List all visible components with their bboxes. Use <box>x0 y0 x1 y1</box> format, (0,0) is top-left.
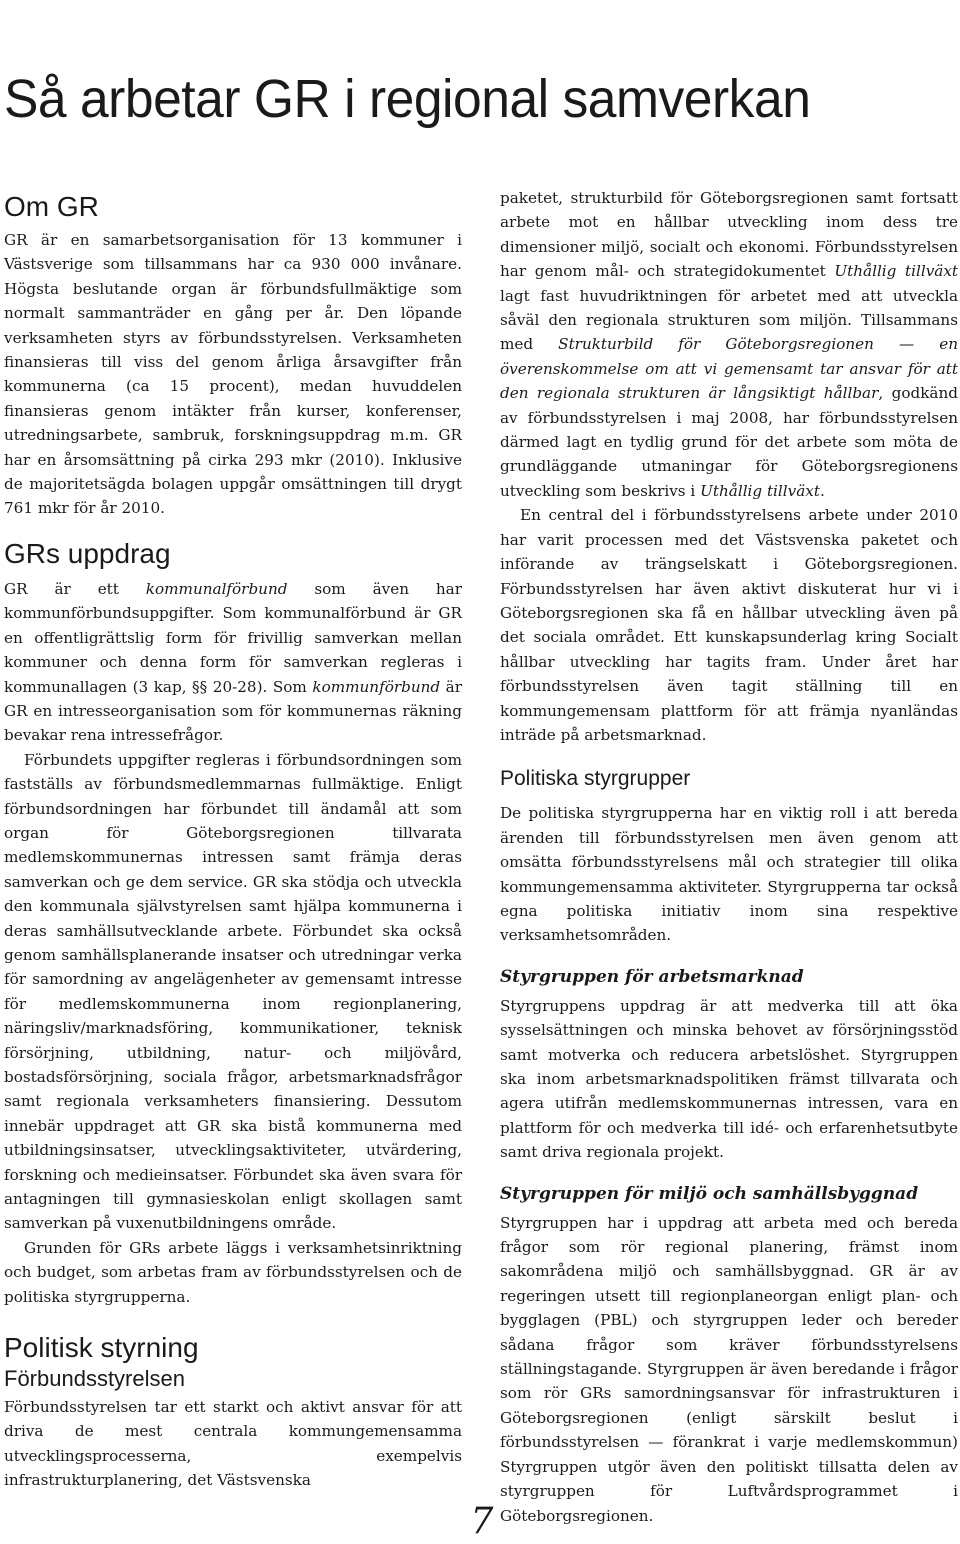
right-column <box>500 186 958 1528</box>
paragraph-uppdrag-3: Grunden för GRs arbete läggs i verksamhetsinriktning och budget, som arbetas fram av förbundsstyrelsen och de politiska styrgrupperna. <box>4 1238 462 1306</box>
paragraph-om-gr: GR är en samarbetsorganisation för 13 kommuner i Västsverige som tillsammans har ca 930 000 invånare. Högsta beslutande organ är förbundsfullmäktige som normalt sammanträder en gång per år. Den löpande verksamheten styrs av förbundsstyrelsen. Verksamheten finansieras till viss del genom årliga årsavgifter från kommunerna (ca 15 procent), medan huvuddelen finansieras genom intäkter från kurser, konferenser, utredningsarbete, sambruk, forskningsuppdrag m.m. GR har en årsomsättning på cirka 293 mkr (2010). Inklusive de majoritetsägda bolagen uppgår omsättningen till drygt 761 mkr för år 2010. <box>4 231 462 518</box>
page-title: Så arbetar GR i regional samverkan <box>4 69 811 129</box>
paragraph-styrgrupper: De politiska styrgrupperna har en viktig roll i att bereda ärenden till förbundsstyrelsen men även genom att omsätta förbundsstyrelsens mål och strategier till olika kommungemensamma aktiviteter. Styrgrupperna tar också egna politiska initiativ inom sina respektive verksamhetsområden. <box>500 804 958 945</box>
left-column <box>4 186 462 1493</box>
paragraph-right-1: paketet, strukturbild för Göteborgsregionen samt fortsatt arbete mot en hållbar utveckling inom dess tre dimensioner miljö, socialt och ekonomi. Förbundsstyrelsen har genom mål- och strategidokumentet Uthållig tillväxt lagt fast huvudriktningen för arbetet med att utveckla såväl den regionala strukturen som miljön. Tillsammans med Strukturbild för Göteborgsregionen — en överenskommelse om att vi gemensamt tar ansvar för att den regionala strukturen är långsiktigt hållbar, godkänd av förbundsstyrelsen i maj 2008, har förbundsstyrelsen därmed lagt en tydlig grund för det arbete som möta de grundläggande utmaningar för Göteborgsregionens utveckling som beskrivs i Uthållig tillväxt. <box>500 189 959 500</box>
heading-grs-uppdrag: GRs uppdrag <box>4 537 171 569</box>
paragraph-uppdrag-2: Förbundets uppgifter regleras i förbundsordningen som fastställs av förbundsmedlemmarnas fullmäktige. Enligt förbundsordningen har förbundet till ändamål att som organ för Göteborgsregionen tillvarata medlemskommunernas intressen samt främja deras samverkan och ge dem service. GR ska stödja och utveckla den kommunala självstyrelsen samt hjälpa kommunerna i deras samhällsutvecklande arbete. Förbundet ska också genom samhällsplanerande insatser och utredningar verka för samordning av angelägenheter av gemensamt intresse för medlemskommunerna inom regionplanering, näringsliv/marknadsföring, kommunikationer, teknisk försörjning, utbildning, natur- och miljövård, bostadsförsörjning, sociala frågor, arbetsmarknadsfrågor samt regionala verksamheters finansiering. Dessutom innebär uppdraget att GR ska bistå kommunerna med utbildningsinsatser, utvecklingsaktiviteter, utvärdering, forskning och medieinsatser. Förbundet ska även svara för antagningen till gymnasieskolan enligt skollagen samt samverkan på vuxenutbildningens område. <box>4 750 462 1233</box>
paragraph-arbetsmarknad: Styrgruppens uppdrag är att medverka till att öka sysselsättningen och minska behovet av försörjningsstöd samt motverka och reducera arbetslöshet. Styrgruppen ska inom arbetsmarknadspolitiken främst tillvarata och agera utifrån medlemskommunernas intressen, vara en plattform för och medverka till idé- och erfarenhetsutbyte samt driva regionala projekt. <box>500 996 958 1162</box>
paragraph-right-2: En central del i förbundsstyrelsens arbete under 2010 har varit processen med det Västsvenska paketet och införande av trängselskatt i Göteborgsregionen. Förbundsstyrelsen har även aktivt diskuterat hur vi i Göteborgsregionen ska få en hållbar utveckling även på det sociala området. Ett kunskapsunderlag kring Socialt hållbar utveckling har tagits fram. Under året har förbundsstyrelsen även tagit ställning till en kommungemensam plattform för att främja nyanländas inträde på arbetsmarknad. <box>500 506 958 744</box>
heading-om-gr: Om GR <box>4 191 99 222</box>
heading-styrgruppen-miljo: Styrgruppen för miljö och samhällsbyggnad <box>500 1183 919 1204</box>
heading-styrgruppen-arbetsmarknad: Styrgruppen för arbetsmarknad <box>500 966 804 987</box>
paragraph-uppdrag-1: GR är ett kommunalförbund som även har kommunförbundsuppgifter. Som kommunalförbund är GR en offentligrättslig form för frivillig samverkan mellan kommuner och denna form för samverkan regleras i kommunallagen (3 kap, §§ 20-28). Som kommunförbund är GR en intresseorganisation som för kommunernas räkning bevakar rena intressefrågor. <box>4 579 463 745</box>
paragraph-miljo: Styrgruppen har i uppdrag att arbeta med och bereda frågor som rör regional planering, främst inom sakområdena miljö och samhällsbyggnad. GR är av regeringen utsett till regionplaneorgan enligt plan- och bygglagen (PBL) och styrgruppen leder och bereder sådana frågor som kräver förbundsstyrelsens ställningstagande. Styrgruppen är även beredande i frågor som rör GRs samordningsansvar för infrastrukturen i Göteborgsregionen (enligt särskilt beslut i förbundsstyrelsen — förankrat i varje medlemskommun) Styrgruppen utgör även den politiskt tillsatta delen av styrgruppen för Luftvårdsprogrammet i Göteborgsregionen. <box>500 1213 958 1525</box>
heading-politiska-styrgrupper: Politiska styrgrupper <box>500 767 691 791</box>
paragraph-styrning-1: Förbundsstyrelsen tar ett starkt och aktivt ansvar för att driva de mest centrala kommungemensamma utvecklingsprocesserna, exempelvis infrastrukturplanering, det Västsvenska <box>4 1398 462 1490</box>
heading-politisk-styrning: Politisk styrning <box>4 1332 199 1364</box>
page-number: 7 <box>470 1501 494 1542</box>
subheading-forbundsstyrelsen: Förbundsstyrelsen <box>4 1366 185 1392</box>
